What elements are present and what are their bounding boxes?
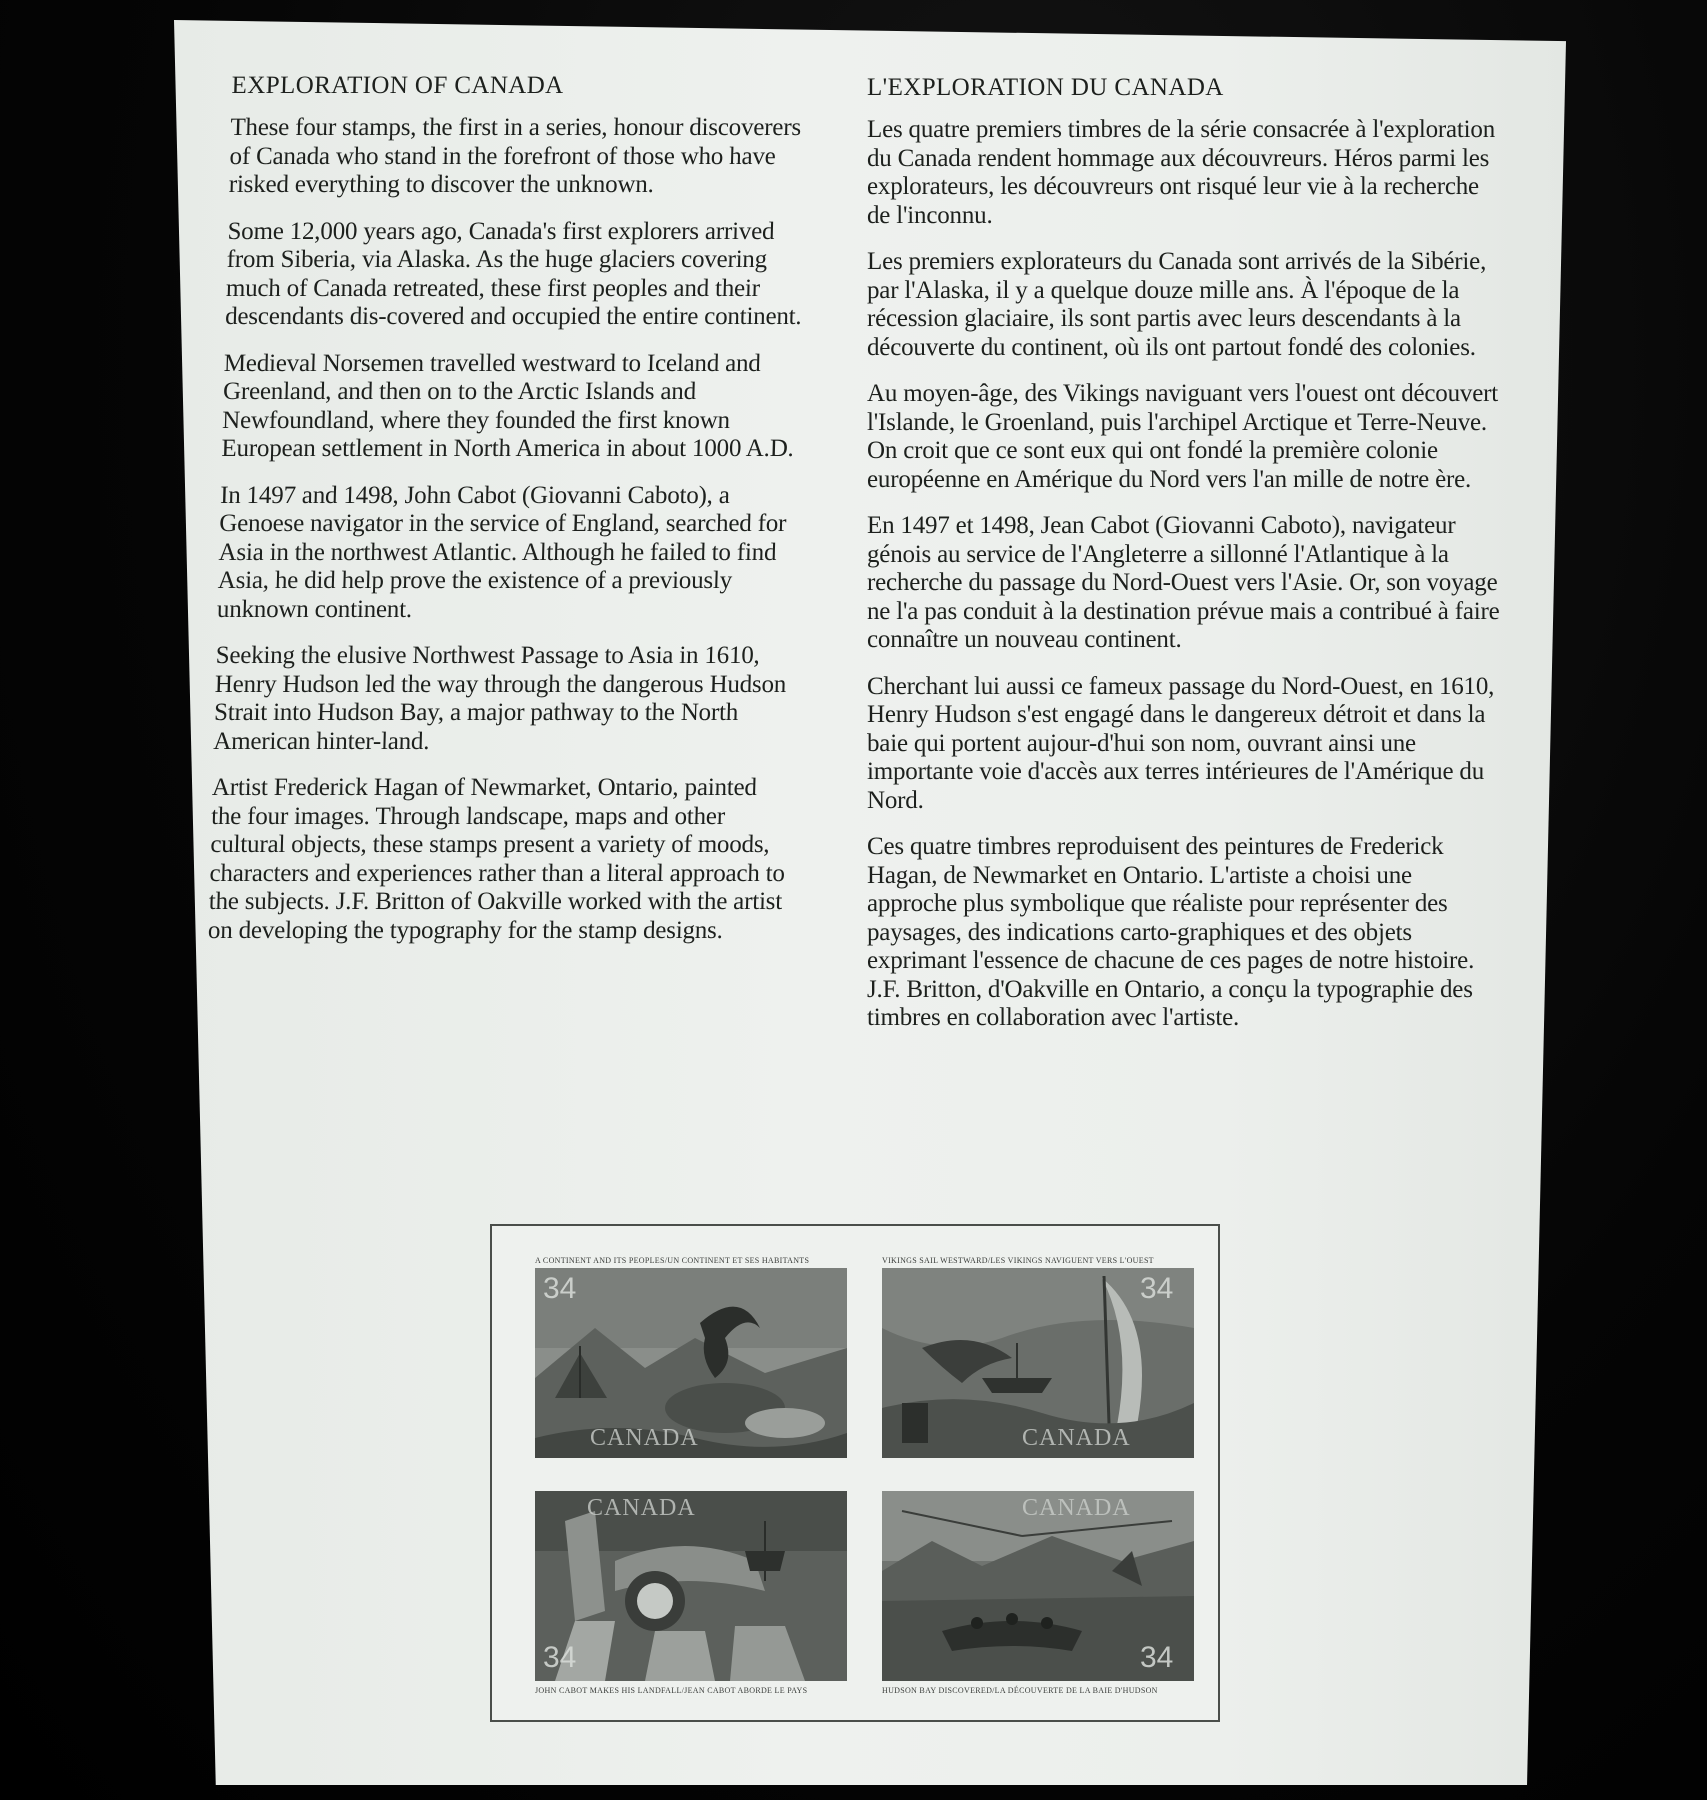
stamp-country: CANADA (587, 1495, 696, 1521)
stamp-block (490, 1224, 1220, 1722)
french-paragraph: Cherchant lui aussi ce fameux passage du Nord-Ouest, en 1610, Henry Hudson s'est engagé dans le dangereux détroit et dans la baie qui portent aujour-d'hui son nom, ouvrant ainsi une importante voie d'accès aux terres intérieures de l'Amérique du Nord. (867, 672, 1495, 814)
english-heading: EXPLORATION OF CANADA (231, 72, 565, 99)
french-paragraph: Les quatre premiers timbres de la série consacrée à l'exploration du Canada rendent hommage aux découvreurs. Héros parmi les explorateurs, les découvreurs ont risqué leur vie à la recherche de l'inconnu. (867, 116, 1496, 229)
english-column (207, 72, 812, 963)
stamp-vikings (882, 1268, 1194, 1458)
english-paragraph: Artist Frederick Hagan of Newmarket, Ontario, painted the four images. Through landscape, maps and other cultural objects, these stamps present a variety of moods, characters and experiences rather than a literal approach to the subjects. J.F. Britton of Oakville worked with the artist on developing the typography for the stamp designs. (207, 774, 786, 944)
french-paragraph: Au moyen-âge, des Vikings naviguant vers l'ouest ont découvert l'Islande, le Groenland, puis l'archipel Arctique et Terre-Neuve. On croit que ce sont eux qui ont fondé la première colonie européenne en Amérique du Nord vers l'an mille de notre ère. (867, 380, 1498, 493)
stamp-caption: JOHN CABOT MAKES HIS LANDFALL/JEAN CABOT ABORDE LE PAYS (535, 1686, 808, 1695)
stamp-caption: HUDSON BAY DISCOVERED/LA DÉCOUVERTE DE LA BAIE D'HUDSON (882, 1686, 1158, 1695)
english-paragraph: Medieval Norsemen travelled westward to Iceland and Greenland, and then on to the Arctic Islands and Newfoundland, where they founded the first known European settlement in North America in about 1000 A.D. (221, 349, 795, 462)
french-paragraph: En 1497 et 1498, Jean Cabot (Giovanni Caboto), navigateur génois au service de l'Angleterre a sillonné l'Atlantique à la recherche du passage du Nord-Ouest vers l'Asie. Or, son voyage ne l'a pas conduit à la destination prévue mais a contribué à faire connaître un nouveau continent. (867, 512, 1500, 653)
french-paragraph: Ces quatre timbres reproduisent des peintures de Frederick Hagan, de Newmarket en Ontario. L'artiste a choisi une approche plus symbolique que réaliste pour représenter des paysages, des indications carto-graphiques et des objets exprimant l'essence de chacune de ces pages de notre histoire. J.F. Britton, d'Oakville en Ontario, a conçu la typographie des timbres en collaboration avec l'artiste. (867, 833, 1475, 1031)
english-paragraph: These four stamps, the first in a series, honour discoverers of Canada who stand in the forefront of those who have risked everything to discover the unknown. (228, 114, 802, 198)
stamp-denomination: 34 (543, 1272, 577, 1305)
french-column (867, 74, 1507, 1051)
stamp-cabot (535, 1491, 847, 1681)
stamp-denomination: 34 (1140, 1641, 1174, 1674)
stamp-denomination: 34 (543, 1641, 577, 1674)
stamp-peoples (535, 1268, 847, 1458)
stamp-denomination: 34 (1140, 1272, 1174, 1305)
stamp-country: CANADA (1022, 1425, 1131, 1451)
stamp-country: CANADA (1022, 1495, 1131, 1521)
english-paragraph: Some 12,000 years ago, Canada's first explorers arrived from Siberia, via Alaska. As the huge glaciers covering much of Canada retreated, these first peoples and their descendants dis-covered and occupied the entire continent. (224, 217, 802, 330)
french-paragraph: Les premiers explorateurs du Canada sont arrivés de la Sibérie, par l'Alaska, il y a quelque douze mille ans. À l'époque de la récession glaciaire, ils sont partis avec leurs descendants à la découverte du continent, où ils ont partout fondé des colonies. (867, 248, 1487, 361)
stamp-country: CANADA (590, 1425, 699, 1451)
stamp-caption: A CONTINENT AND ITS PEOPLES/UN CONTINENT ET SES HABITANTS (535, 1256, 810, 1265)
stamp-hudson (882, 1491, 1194, 1681)
english-paragraph: In 1497 and 1498, John Cabot (Giovanni Caboto), a Genoese navigator in the service of England, searched for Asia in the northwest Atlantic. Although he failed to find Asia, he did help prove the existence of a previously unknown continent. (216, 481, 787, 623)
french-heading: L'EXPLORATION DU CANADA (867, 74, 1224, 101)
english-paragraph: Seeking the elusive Northwest Passage to Asia in 1610, Henry Hudson led the way through the dangerous Hudson Strait into Hudson Bay, a major pathway to the North American hinter-land. (212, 642, 787, 755)
stamp-caption: VIKINGS SAIL WESTWARD/LES VIKINGS NAVIGUENT VERS L'OUEST (882, 1256, 1154, 1265)
